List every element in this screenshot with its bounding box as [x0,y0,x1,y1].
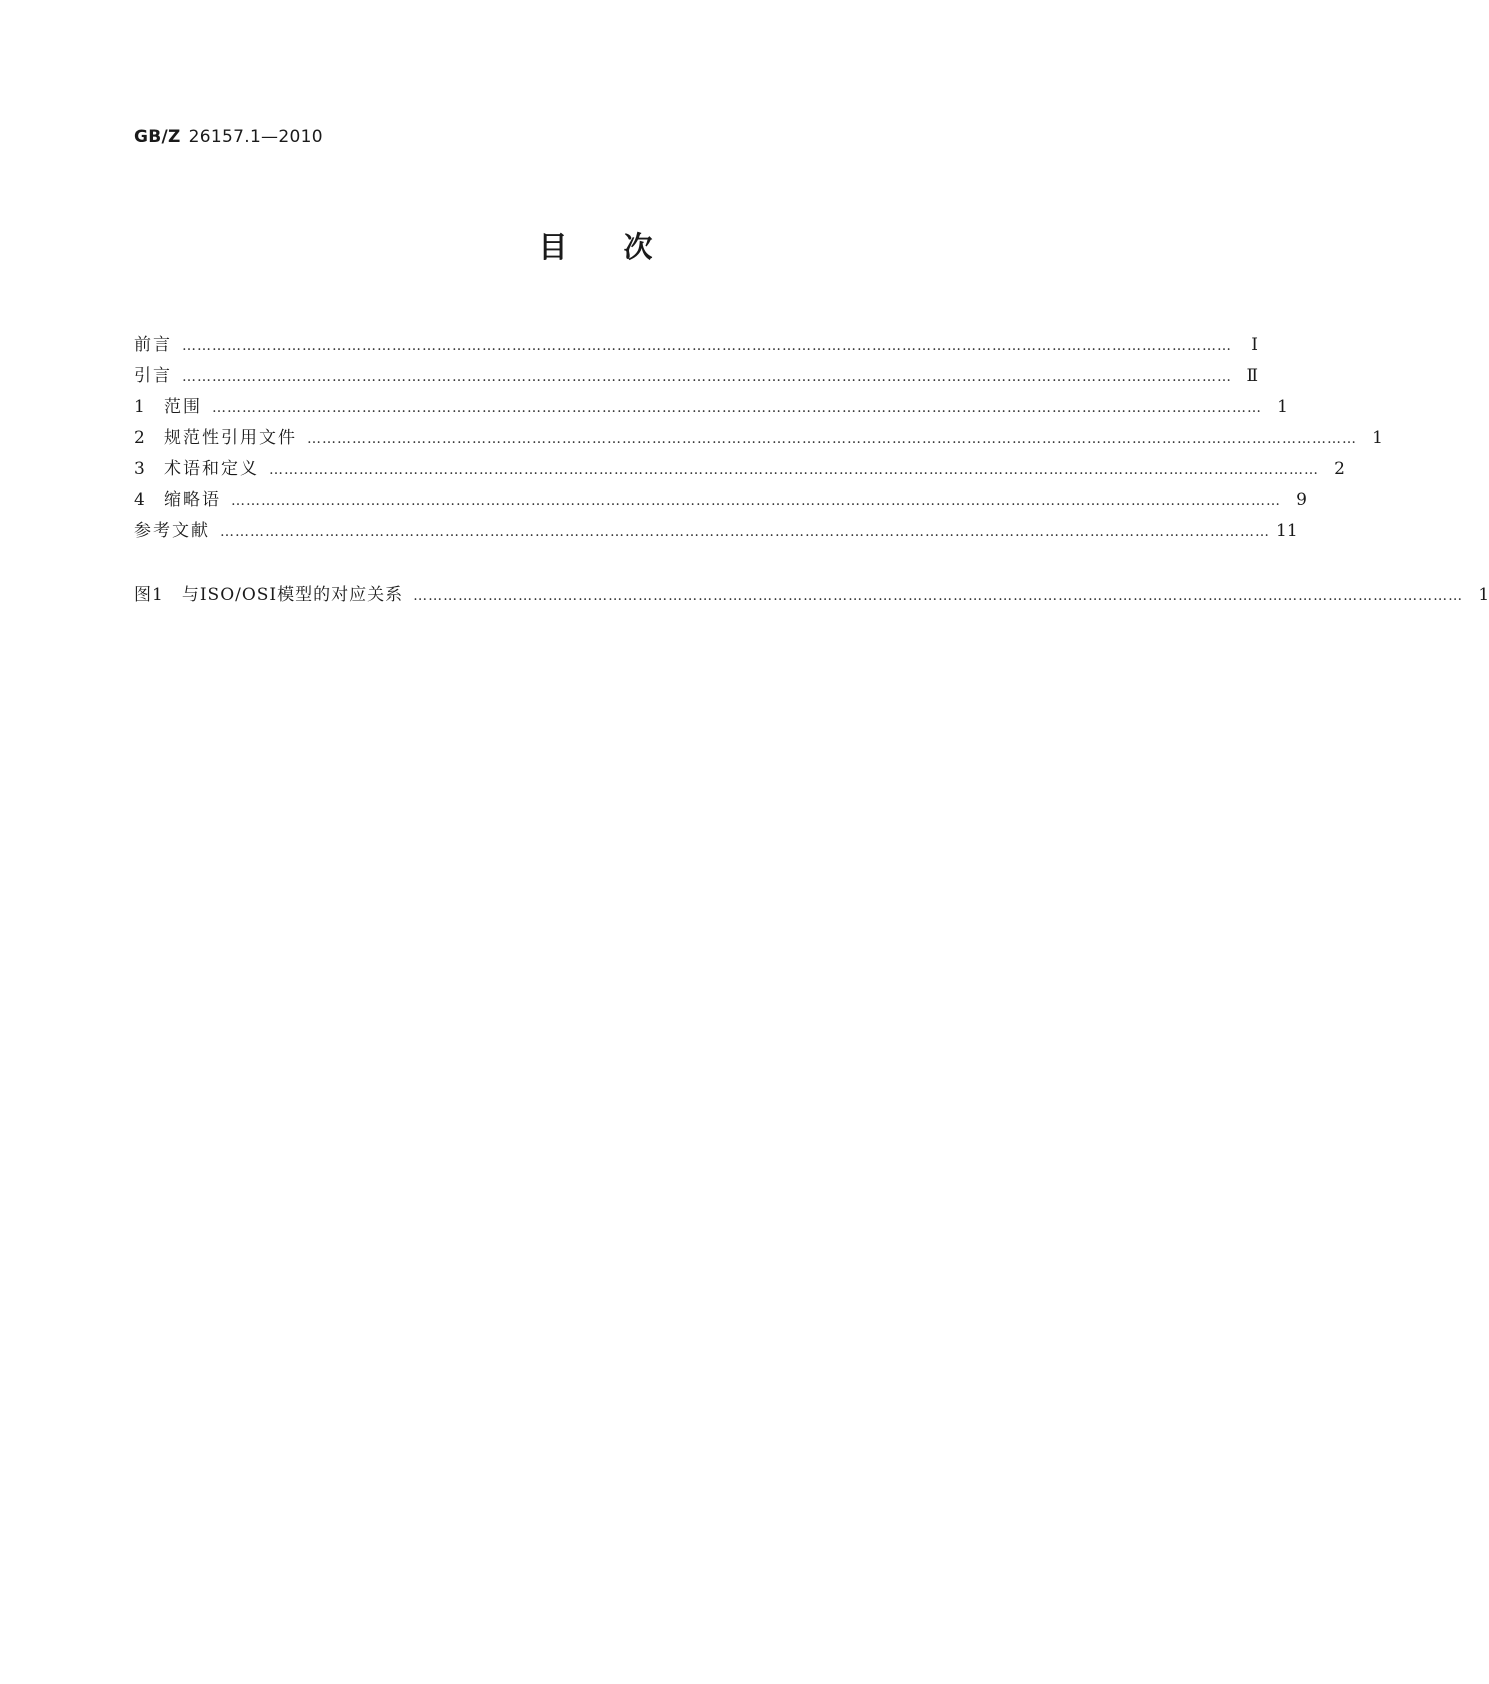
toc-entry-label: 规范性引用文件 [164,428,297,448]
leader-dots: ………………………………………………………………………………………………………………………………………………………………………………………… [220,524,1270,540]
toc-entry-foreword[interactable] [134,330,1258,361]
toc-entry-abbreviations[interactable] [134,485,1307,516]
leader-dots: ………………………………………………………………………………………………………………………………………………………………………………………… [231,493,1281,509]
toc-entry-introduction[interactable] [134,361,1258,392]
toc-entry-page: 1 [1372,428,1383,448]
toc-entry-normative-references[interactable] [134,423,1383,454]
leader-dots: ………………………………………………………………………………………………………………………………………………………………………………………… [269,462,1319,478]
standard-prefix: GB/Z [134,127,181,147]
standard-number: 26157.1—2010 [188,127,323,147]
toc-entry-page: 11 [1276,521,1298,541]
toc-entry-label: 术语和定义 [164,459,259,479]
toc-entry-number: 1 [134,397,145,417]
leader-dots: ………………………………………………………………………………………………………………………………………………………………………………………… [413,588,1464,604]
figure-number: 图1 [134,585,164,605]
figure-entry[interactable] [134,580,1489,611]
toc-entry-scope[interactable] [134,392,1288,423]
toc-entry-terms-definitions[interactable] [134,454,1345,485]
leader-dots: ………………………………………………………………………………………………………………………………………………………………………………………… [182,369,1232,385]
toc-entry-label: 缩略语 [164,490,221,510]
toc-entry-page: 9 [1296,490,1307,510]
toc-entry-label: 范围 [164,397,202,417]
toc-entry-bibliography[interactable] [134,516,1298,547]
toc-entry-label: 参考文献 [134,521,210,541]
toc-entry-number: 3 [134,459,145,479]
toc-entry-page: 1 [1277,397,1288,417]
figure-list [134,580,1489,611]
toc-entry-page: 2 [1334,459,1345,479]
leader-dots: ………………………………………………………………………………………………………………………………………………………………………………………… [212,400,1262,416]
figure-label: 与ISO/OSI模型的对应关系 [181,585,404,605]
page-title: 目次 [538,230,709,264]
toc-entry-label: 前言 [134,335,172,355]
toc-entry-number: 4 [134,490,145,510]
leader-dots: ………………………………………………………………………………………………………………………………………………………………………………………… [182,338,1232,354]
toc-entry-number: 2 [134,428,145,448]
standard-code [134,127,323,147]
leader-dots: ………………………………………………………………………………………………………………………………………………………………………………………… [307,431,1357,447]
toc-entry-page: Ⅰ [1251,335,1258,355]
figure-page: 1 [1478,585,1489,605]
toc-entry-page: Ⅱ [1246,366,1258,386]
toc-entry-label: 引言 [134,366,172,386]
toc-list [134,330,1383,547]
